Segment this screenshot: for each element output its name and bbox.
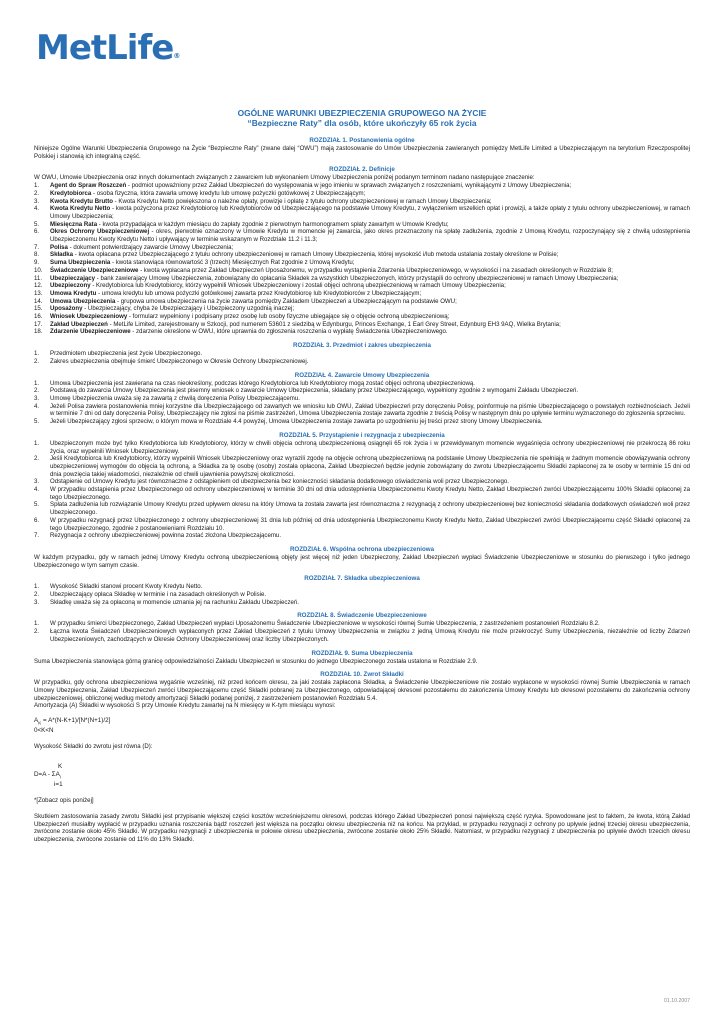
list-item-text: Jeśli Kredytobiorca lub Kredytobiorcy, którzy wypełnili Wniosek Ubezpieczeniowy oraz wyrazili zgodę na objęcie ochroną ubezpieczeniową na podstawie Umowy Ubezpieczenia nie spełniają w żadnym momencie obowiązywania ochrony ubezpieczeniowej wymogów do objęcia tą ochroną, a Składka za tę osobę (osoby) została opłacona, Zakład Ubezpieczeń będzie jedynie zobowiązany do zwrotu Ubezpieczającemu Składki zapłaconej za te osoby w terminie 15 dni od dnia powzięcia takiej wiadomości, niezależnie od chwili ujawnienia powyższej okoliczności. — [50, 455, 690, 478]
definition-text: - osoba fizyczna, która zawarła umowę kredytu lub umowę pożyczki gotówkowej z Ubezpieczającym; — [91, 189, 366, 197]
list-item-number: 7. — [34, 532, 40, 540]
list-item-text — [50, 198, 690, 206]
list-item — [34, 620, 690, 628]
definition-term: Miesięczna Rata — [50, 220, 98, 228]
definition-term: Umowa Kredytu — [50, 289, 97, 297]
list-item — [34, 358, 690, 366]
list-item-text: Umowę Ubezpieczenia uważa się za zawartą z chwilą doręczenia Polisy Ubezpieczającemu. — [50, 394, 300, 402]
list-item — [34, 395, 690, 403]
list-item — [34, 403, 690, 418]
section-9-title: ROZDZIAŁ 9. Suma Ubezpieczenia — [311, 649, 413, 657]
list-item — [34, 501, 690, 516]
list-item-text — [50, 182, 690, 190]
section-6-title: ROZDZIAŁ 6. Wspólna ochrona ubezpieczeniowa — [289, 545, 435, 553]
list-item-text: Ubezpieczonym może być tylko Kredytobiorca lub Kredytobiorcy, którzy w chwili objęcia ochroną ubezpieczeniową osiągnęli 65 rok życia i w przewidywanym momencie wygaśnięcia ochrony ubezpieczeniowej nie przekroczą 86 roku życia, oraz wypełnili Wniosek Ubezpieczeniowy. — [50, 439, 690, 455]
list-item — [34, 380, 690, 388]
list-item-text: W przypadku śmierci Ubezpieczonego, Zakład Ubezpieczeń wypłaci Uposażonemu Świadczenie Ubezpieczeniowe w wysokości równej Sumie Ubezpieczenia, z zastrzeżeniem postanowień Rozdziału 8.2. — [50, 620, 600, 628]
list-item-number: 1. — [34, 620, 40, 628]
list-item-text: Przedmiotem ubezpieczenia jest życie Ubezpieczonego. — [50, 350, 203, 358]
list-item — [34, 182, 690, 190]
definition-text: - kwota pożyczona przez Kredytobiorcę lub Kredytobiorców od Ubezpieczającego na podstawie Umowy Kredytu, z wyłączeniem wszelkich opłat i prowizji, a także opłaty z tytułu ochrony ubezpieczeniowej, w ramach Umowy Ubezpieczenia; — [50, 205, 690, 220]
list-item-number: 3. — [34, 478, 40, 486]
title-line-1: OGÓLNE WARUNKI UBEZPIECZENIA GRUPOWEGO NA ŻYCIE — [237, 108, 487, 118]
definition-text: - bank zawierający Umowę Ubezpieczenia, zobowiązany do opłacania Składek za wszystkich Ubezpieczonych, którzy przystąpili do ochrony ubezpieczeniowej w ramach Umowy Ubezpieczenia; — [95, 274, 619, 282]
list-item — [34, 478, 690, 486]
list-item-number: 12. — [34, 282, 43, 290]
section-4-title: ROZDZIAŁ 4. Zawarcie Umowy Ubezpieczenia — [294, 371, 430, 379]
list-item — [34, 532, 690, 540]
list-item-number: 16. — [34, 313, 43, 321]
list-item-text: Jeżeli Polisa zawiera postanowienia mniej korzystne dla Ubezpieczającego od zawartych we wniosku lub OWU, Zakład Ubezpieczeń przy doręczeniu Polisy, poinformuje na piśmie Ubezpieczającego o powstałych rozbieżnościach. Jeżeli w terminie 7 dni od daty doręczenia Polisy, Ubezpieczający nie zgłosi na piśmie zastrzeżeń, Umowa Ubezpieczenia zostaje zawarta zgodnie z treścią Polisy w następnym dniu po upływie terminu wyznaczonego do zgłoszenia sprzeciwu. — [50, 402, 690, 418]
list-item — [34, 282, 690, 290]
footer-date: 01.10.2007 — [664, 998, 690, 1004]
section-3-title: ROZDZIAŁ 3. Przedmiot i zakres ubezpieczenia — [293, 342, 431, 350]
list-item-number: 4. — [34, 205, 40, 213]
list-item-number: 3. — [34, 197, 40, 205]
list-item-number: 15. — [34, 305, 43, 313]
definition-text: - Kwota Kredytu Netto powiększona o należne opłaty, prowizje i opłatę z tytułu ochrony ubezpieczeniowej w ramach Umowy Ubezpieczenia; — [112, 197, 492, 205]
definition-term: Ubezpieczający — [50, 274, 96, 282]
section-2-title: ROZDZIAŁ 2. Definicje — [329, 166, 395, 174]
list-item — [34, 599, 690, 607]
definition-text: - podmiot upoważniony przez Zakład Ubezpieczeń do występowania w jego imieniu w sprawach związanych z roszczeniami, wynikającymi z Umowy Ubezpieczenia; — [126, 182, 572, 190]
list-item-number: 1. — [34, 583, 40, 591]
list-item-number: 2. — [34, 357, 40, 365]
list-item-number: 2. — [34, 189, 40, 197]
list-item — [34, 455, 690, 478]
list-item — [34, 267, 690, 275]
list-item — [34, 275, 690, 283]
list-item-number: 2. — [34, 387, 40, 395]
definition-text: - Kredytobiorca lub Kredytobiorcy, którzy wypełnili Wniosek Ubezpieczeniowy i zostali objęci ochroną ubezpieczeniową w ramach Umowy Ubezpieczenia; — [90, 282, 506, 290]
list-item-text — [50, 290, 690, 298]
list-item-number: 1. — [34, 182, 40, 190]
definition-text: - kwota stanowiąca równowartość 3 (trzech) Miesięcznych Rat zgodnie z Umową Kredytu; — [110, 259, 355, 267]
list-item-text — [50, 305, 690, 313]
list-item — [34, 228, 690, 243]
list-item-text: W przypadku rezygnacji przez Ubezpieczonego z ochrony ubezpieczeniowej 31 dnia lub później od dnia udostępnienia Ubezpieczonemu Kwoty Kredytu Netto, Zakład Ubezpieczeń zwróci Ubezpieczającemu część Składki opłaconej za tego Ubezpieczonego, zgodnie z postanowieniami Rozdziału 10. — [50, 516, 690, 532]
list-item-number: 2. — [34, 591, 40, 599]
list-item — [34, 198, 690, 206]
section-10-text-4: Skutkiem zastosowania zasady zwrotu Składki jest przypisanie większej części kosztów wcześniejszemu okresowi, podczas którego Zakład Ubezpieczeń ponosi największą część ryzyka. Spowodowane jest to faktem, że kwota, którą Zakład Ubezpieczeń musiałby wypłacić w przypadku uznania roszczenia bądź roszczeń jest większa na początku okresu ubezpieczenia niż na końcu. Na przykład, w przypadku rezygnacji z ochrony po upływie jednej trzeciej okresu ubezpieczenia, zwrócone zostanie około 45% Składki. W przypadku rezygnacji z ubezpieczenia w połowie okresu ubezpieczenia, zwrócone zostanie około 25% Składki. Natomiast, w przypadku rezygnacji z ubezpieczenia po upływie dwóch trzecich okresu ubezpieczenia, zwrócone zostanie od 11% do 13% Składki. — [34, 812, 690, 844]
list-item-text: Spłata zadłużenia lub rozwiązanie Umowy Kredytu przed upływem okresu na który Umowa ta została zawarta jest równoznaczna z rezygnacją z ochrony ubezpieczeniowej bez konieczności składania dodatkowych oświadczeń woli przez Ubezpieczonego. — [50, 501, 690, 517]
list-item-text: Łączna kwota Świadczeń Ubezpieczeniowych wypłaconych przez Zakład Ubezpieczeń z tytułu Umowy Ubezpieczenia w związku z jedną Umową Kredytu nie może przekroczyć Sumy Ubezpieczenia, niezależnie od liczby Zdarzeń Ubezpieczeniowych, zachodzących w Okresie Ochrony Ubezpieczeniowej oraz liczby Ubezpieczonych. — [50, 628, 690, 643]
list-item-text — [50, 205, 690, 220]
list-item-text: Zakres ubezpieczenia obejmuje śmierć Ubezpieczonego w Okresie Ochrony Ubezpieczeniowej. — [50, 357, 309, 365]
section-10-title: ROZDZIAŁ 10. Zwrot Składki — [320, 671, 404, 679]
document-page — [34, 26, 690, 844]
list-item-text: W przypadku odstąpienia przez Ubezpieczonego od ochrony ubezpieczeniowej w terminie 30 dni od dnia udostępnienia Ubezpieczonemu Kwoty Kredytu Netto, Zakład Ubezpieczeń zwróci Ubezpieczającemu 100% Składki opłaconej za tego Ubezpieczonego. — [50, 486, 690, 501]
list-item-text — [50, 298, 690, 306]
list-item-text — [50, 282, 690, 290]
section-1-text: Niniejsze Ogólne Warunki Ubezpieczenia Grupowego na Życie “Bezpieczne Raty” (zwane dalej “OWU”) mają zastosowanie do Umów Ubezpieczenia zawieranych pomiędzy MetLife Limited a Ubezpieczającym na terytorium Rzeczpospolitej Polskiej i stanowią ich integralną część. — [34, 145, 690, 160]
list-item — [34, 290, 690, 298]
list-item — [34, 418, 690, 426]
list-item-text — [50, 267, 690, 275]
list-item-text: Ubezpieczający opłaca Składkę w terminie i na zasadach określonych w Polisie. — [50, 591, 267, 599]
list-item — [34, 350, 690, 358]
definition-term: Okres Ochrony Ubezpieczeniowej — [50, 228, 150, 236]
section-10-text-1: W przypadku, gdy ochrona ubezpieczeniowa wygaśnie wcześniej, niż przed końcem okresu, za jaki została zapłacona Składka, a Świadczenie Ubezpieczeniowe nie zostało wypłacone w wysokości równej Sumie Ubezpieczenia w ramach Umowy Ubezpieczenia, Zakład Ubezpieczeń zwróci Ubezpieczającemu część Składki pobranej za Ubezpieczonego, odpowiadającej okresowi pozostałemu do zakończenia Umowy Kredytu lub okresowi pozostałemu do zakończenia ochrony ubezpieczeniowej, obliczonej według metody amortyzacji Składki podanej poniżej, z zastrzeżeniem postanowień Rozdziału 5.4. — [34, 679, 690, 702]
section-8-list — [34, 620, 690, 643]
list-item-text — [50, 221, 690, 229]
definition-term: Suma Ubezpieczenia — [50, 259, 111, 267]
definition-text: - zdarzenie określone w OWU, które uprawnia do zgłoszenia roszczenia o wypłatę Świadczenia Ubezpieczeniowego. — [130, 328, 448, 336]
definition-text: - kwota opłacana przez Ubezpieczającego z tytułu ochrony ubezpieczeniowej w ramach Umowy Ubezpieczenia, której wysokość i/lub metoda ustalania zostały określone w Polisie; — [73, 251, 559, 259]
list-item-number: 7. — [34, 243, 40, 251]
section-4-list — [34, 380, 690, 426]
section-7-list — [34, 583, 690, 606]
list-item-text — [50, 313, 690, 321]
list-item-number: 4. — [34, 402, 40, 410]
list-item-number: 13. — [34, 289, 43, 297]
list-item — [34, 591, 690, 599]
list-item-number: 5. — [34, 220, 40, 228]
list-item-number: 18. — [34, 328, 43, 336]
title-line-2: “Bezpieczne Raty” dla osób, które ukończyły 65 rok życia — [247, 118, 477, 128]
list-item-text: Wysokość Składki stanowi procent Kwoty Kredytu Netto. — [50, 583, 203, 591]
list-item — [34, 298, 690, 306]
metlife-logo: MetLife® — [36, 28, 181, 68]
section-8-title: ROZDZIAŁ 8. Świadczenie Ubezpieczeniowe — [297, 612, 427, 620]
list-item-text — [50, 228, 690, 243]
list-item-number: 5. — [34, 418, 40, 426]
definition-term: Kwota Kredytu Brutto — [50, 197, 113, 205]
list-item — [34, 313, 690, 321]
section-2-intro: W OWU, Umowie Ubezpieczenia oraz innych dokumentach związanych z zawarciem lub wykonaniem Umowy Ubezpieczenia poniżej podanym terminom nadano następujące znaczenie: — [34, 174, 535, 182]
list-item-number: 6. — [34, 228, 40, 236]
definition-term: Uposażony — [50, 305, 83, 313]
list-item-number: 3. — [34, 598, 40, 606]
list-item — [34, 486, 690, 501]
definition-text: - MetLife Limited, zarejestrowany w Szkocji, pod numerem 53601 z siedzibą w Edynburgu, Princes Exchange, 1 Earl Grey Street, Edynburg EH3 9AQ, Wielka Brytania; — [107, 320, 561, 328]
list-item — [34, 583, 690, 591]
list-item-number: 8. — [34, 251, 40, 259]
list-item-number: 9. — [34, 259, 40, 267]
list-item-number: 4. — [34, 486, 40, 494]
definition-text: - umowa kredytu lub umowa pożyczki gotówkowej zawarta przez Kredytobiorcę lub Kredytobiorców z Ubezpieczającym; — [96, 289, 422, 297]
document-title — [34, 108, 690, 128]
section-5-title: ROZDZIAŁ 5. Przystąpienie i rezygnacja z ubezpieczenia — [279, 431, 445, 439]
list-item — [34, 190, 690, 198]
list-item-number: 6. — [34, 516, 40, 524]
section-9-text: Suma Ubezpieczenia stanowiąca górną granicę odpowiedzialności Zakładu Ubezpieczeń w stosunku do jednego Ubezpieczonego została ustalona w Rozdziale 2.9. — [34, 657, 478, 665]
list-item-number: 1. — [34, 439, 40, 447]
definition-term: Wniosek Ubezpieczeniowy — [50, 313, 128, 321]
list-item-text: Rezygnacja z ochrony ubezpieczeniowej powinna zostać złożona Ubezpieczającemu. — [50, 532, 282, 540]
list-item-number: 11. — [34, 274, 43, 282]
definition-term: Kwota Kredytu Netto — [50, 205, 111, 213]
list-item-number: 3. — [34, 394, 40, 402]
section-10-text-2: Amortyzacja (A) Składki w wysokości S przy Umowie Kredytu zawartej na N miesięcy w K-tym miesiącu wynosi: — [34, 702, 336, 710]
definition-text: - grupowa umowa ubezpieczenia na życie zawarta pomiędzy Zakładem Ubezpieczeń a Ubezpieczającym na podstawie OWU; — [115, 297, 457, 305]
list-item-text: Odstąpienie od Umowy Kredytu jest równoznaczne z odstąpieniem od ubezpieczenia bez konieczności składania dodatkowego oświadczenia woli przez Ubezpieczonego. — [50, 478, 509, 486]
definition-text: - okres, pierwotnie oznaczony w Umowie Kredytu w momencie jej zawarcia, jako okres przeznaczony na spłatę zadłużenia, zgodnie z Umową Kredytu, rozpoczynający się z chwilą udostępnienia Ubezpieczonemu Kwoty Kredytu Netto i upływający w terminie wskazanym w Rozdziale 11.2 i 11.3; — [50, 228, 691, 244]
definition-term: Zakład Ubezpieczeń — [50, 320, 108, 328]
definition-term: Agent do Spraw Roszczeń — [50, 182, 127, 190]
section-5-list — [34, 440, 690, 540]
definition-term: Ubezpieczony — [50, 282, 91, 290]
definition-text: - kwota wypłacana przez Zakład Ubezpieczeń Uposażonemu, w przypadku wystąpienia Zdarzenia Ubezpieczeniowego, w wysokości i na zasadach określonych w Rozdziale 8; — [138, 266, 613, 274]
section-3-list — [34, 350, 690, 365]
list-item-number: 14. — [34, 297, 43, 305]
list-item — [34, 305, 690, 313]
list-item — [34, 328, 690, 336]
list-item-text: Składkę uważa się za opłaconą w momencie uznania jej na rachunku Zakładu Ubezpieczeń. — [50, 598, 299, 606]
list-item — [34, 259, 690, 267]
definition-text: - dokument potwierdzający zawarcie Umowy Ubezpieczenia; — [67, 243, 234, 251]
definition-term: Zdarzenie Ubezpieczeniowe — [50, 328, 131, 336]
definition-term: Świadczenie Ubezpieczeniowe — [50, 266, 139, 274]
section-1-title: ROZDZIAŁ 1. Postanowienia ogólne — [309, 137, 415, 144]
list-item-number: 1. — [34, 379, 40, 387]
section-10-text-3: Wysokość Składki do zwrotu jest równa (D): — [34, 743, 153, 751]
formula-range: 0<K<N — [34, 727, 54, 735]
refund-formula: K $D=A - \Sigma A_i$ i=1 — [34, 763, 63, 789]
definition-term: Składka — [50, 251, 74, 259]
definition-text: - kwota przypadająca w każdym miesiącu do zapłaty zgodnie z pierwotnym harmonogramem spłaty zawartym w Umowie Kredytu; — [97, 220, 449, 228]
list-item — [34, 440, 690, 455]
list-item-text — [50, 190, 690, 198]
list-item-number: 2. — [34, 455, 40, 463]
list-item — [34, 244, 690, 252]
list-item-number: 10. — [34, 266, 43, 274]
list-item — [34, 517, 690, 532]
list-item-text — [50, 244, 690, 252]
amortization-formula: $A_K = A*(N-K+1)/[N*(N+1)/2]$ — [34, 717, 111, 726]
list-item-number: 1. — [34, 350, 40, 358]
list-item — [34, 221, 690, 229]
formula-note: *[Zobacz opis poniżej] — [34, 797, 94, 805]
list-item-text — [50, 328, 690, 336]
definition-text: - Ubezpieczający, chyba że Ubezpieczający i Ubezpieczony uzgodnią inaczej; — [82, 305, 295, 313]
list-item-number: 17. — [34, 320, 43, 328]
definition-term: Umowa Ubezpieczenia — [50, 297, 116, 305]
definitions-list — [34, 182, 690, 336]
section-6-text: W każdym przypadku, gdy w ramach jednej Umowy Kredytu ochroną ubezpieczeniową objęty jest więcej niż jeden Ubezpieczony, Zakład Ubezpieczeń wypłaci Świadczenie Ubezpieczeniowe w stosunku do pierwszego i tylko jednego Ubezpieczonego w tym samym czasie. — [34, 553, 690, 569]
list-item-text: Jeżeli Ubezpieczający zgłosi sprzeciw, o którym mowa w Rozdziale 4.4 powyżej, Umowa Ubezpieczenia zostaje zawarta po uzgodnieniu jej treści przez strony Umowy Ubezpieczenia. — [50, 418, 543, 426]
list-item — [34, 251, 690, 259]
list-item-text: Umowa Ubezpieczenia jest zawierana na czas nieokreślony, podczas którego Kredytobiorca lub Kredytobiorcy mogą zostać objęci ochroną ubezpieczeniową. — [50, 379, 475, 387]
definition-term: Kredytobiorca — [50, 189, 92, 197]
list-item-text: Podstawą do zawarcia Umowy Ubezpieczenia jest pisemny wniosek o zawarcie Umowy Ubezpieczenia, składany przez Ubezpieczającego, wypełniony zgodnie z wymogami Zakładu Ubezpieczeń. — [50, 387, 579, 395]
list-item — [34, 387, 690, 395]
list-item — [34, 628, 690, 643]
definition-term: Polisa — [50, 243, 68, 251]
list-item-number: 5. — [34, 501, 40, 509]
section-7-title: ROZDZIAŁ 7. Składka ubezpieczeniowa — [304, 575, 420, 583]
list-item — [34, 205, 690, 220]
list-item-text — [50, 259, 690, 267]
definition-text: - formularz wypełniony i podpisany przez osobę lub osoby fizyczne ubiegające się o objęcie ochroną ubezpieczeniową; — [127, 313, 450, 321]
list-item-number: 2. — [34, 628, 40, 636]
list-item-text — [50, 275, 690, 283]
list-item-text — [50, 251, 690, 259]
